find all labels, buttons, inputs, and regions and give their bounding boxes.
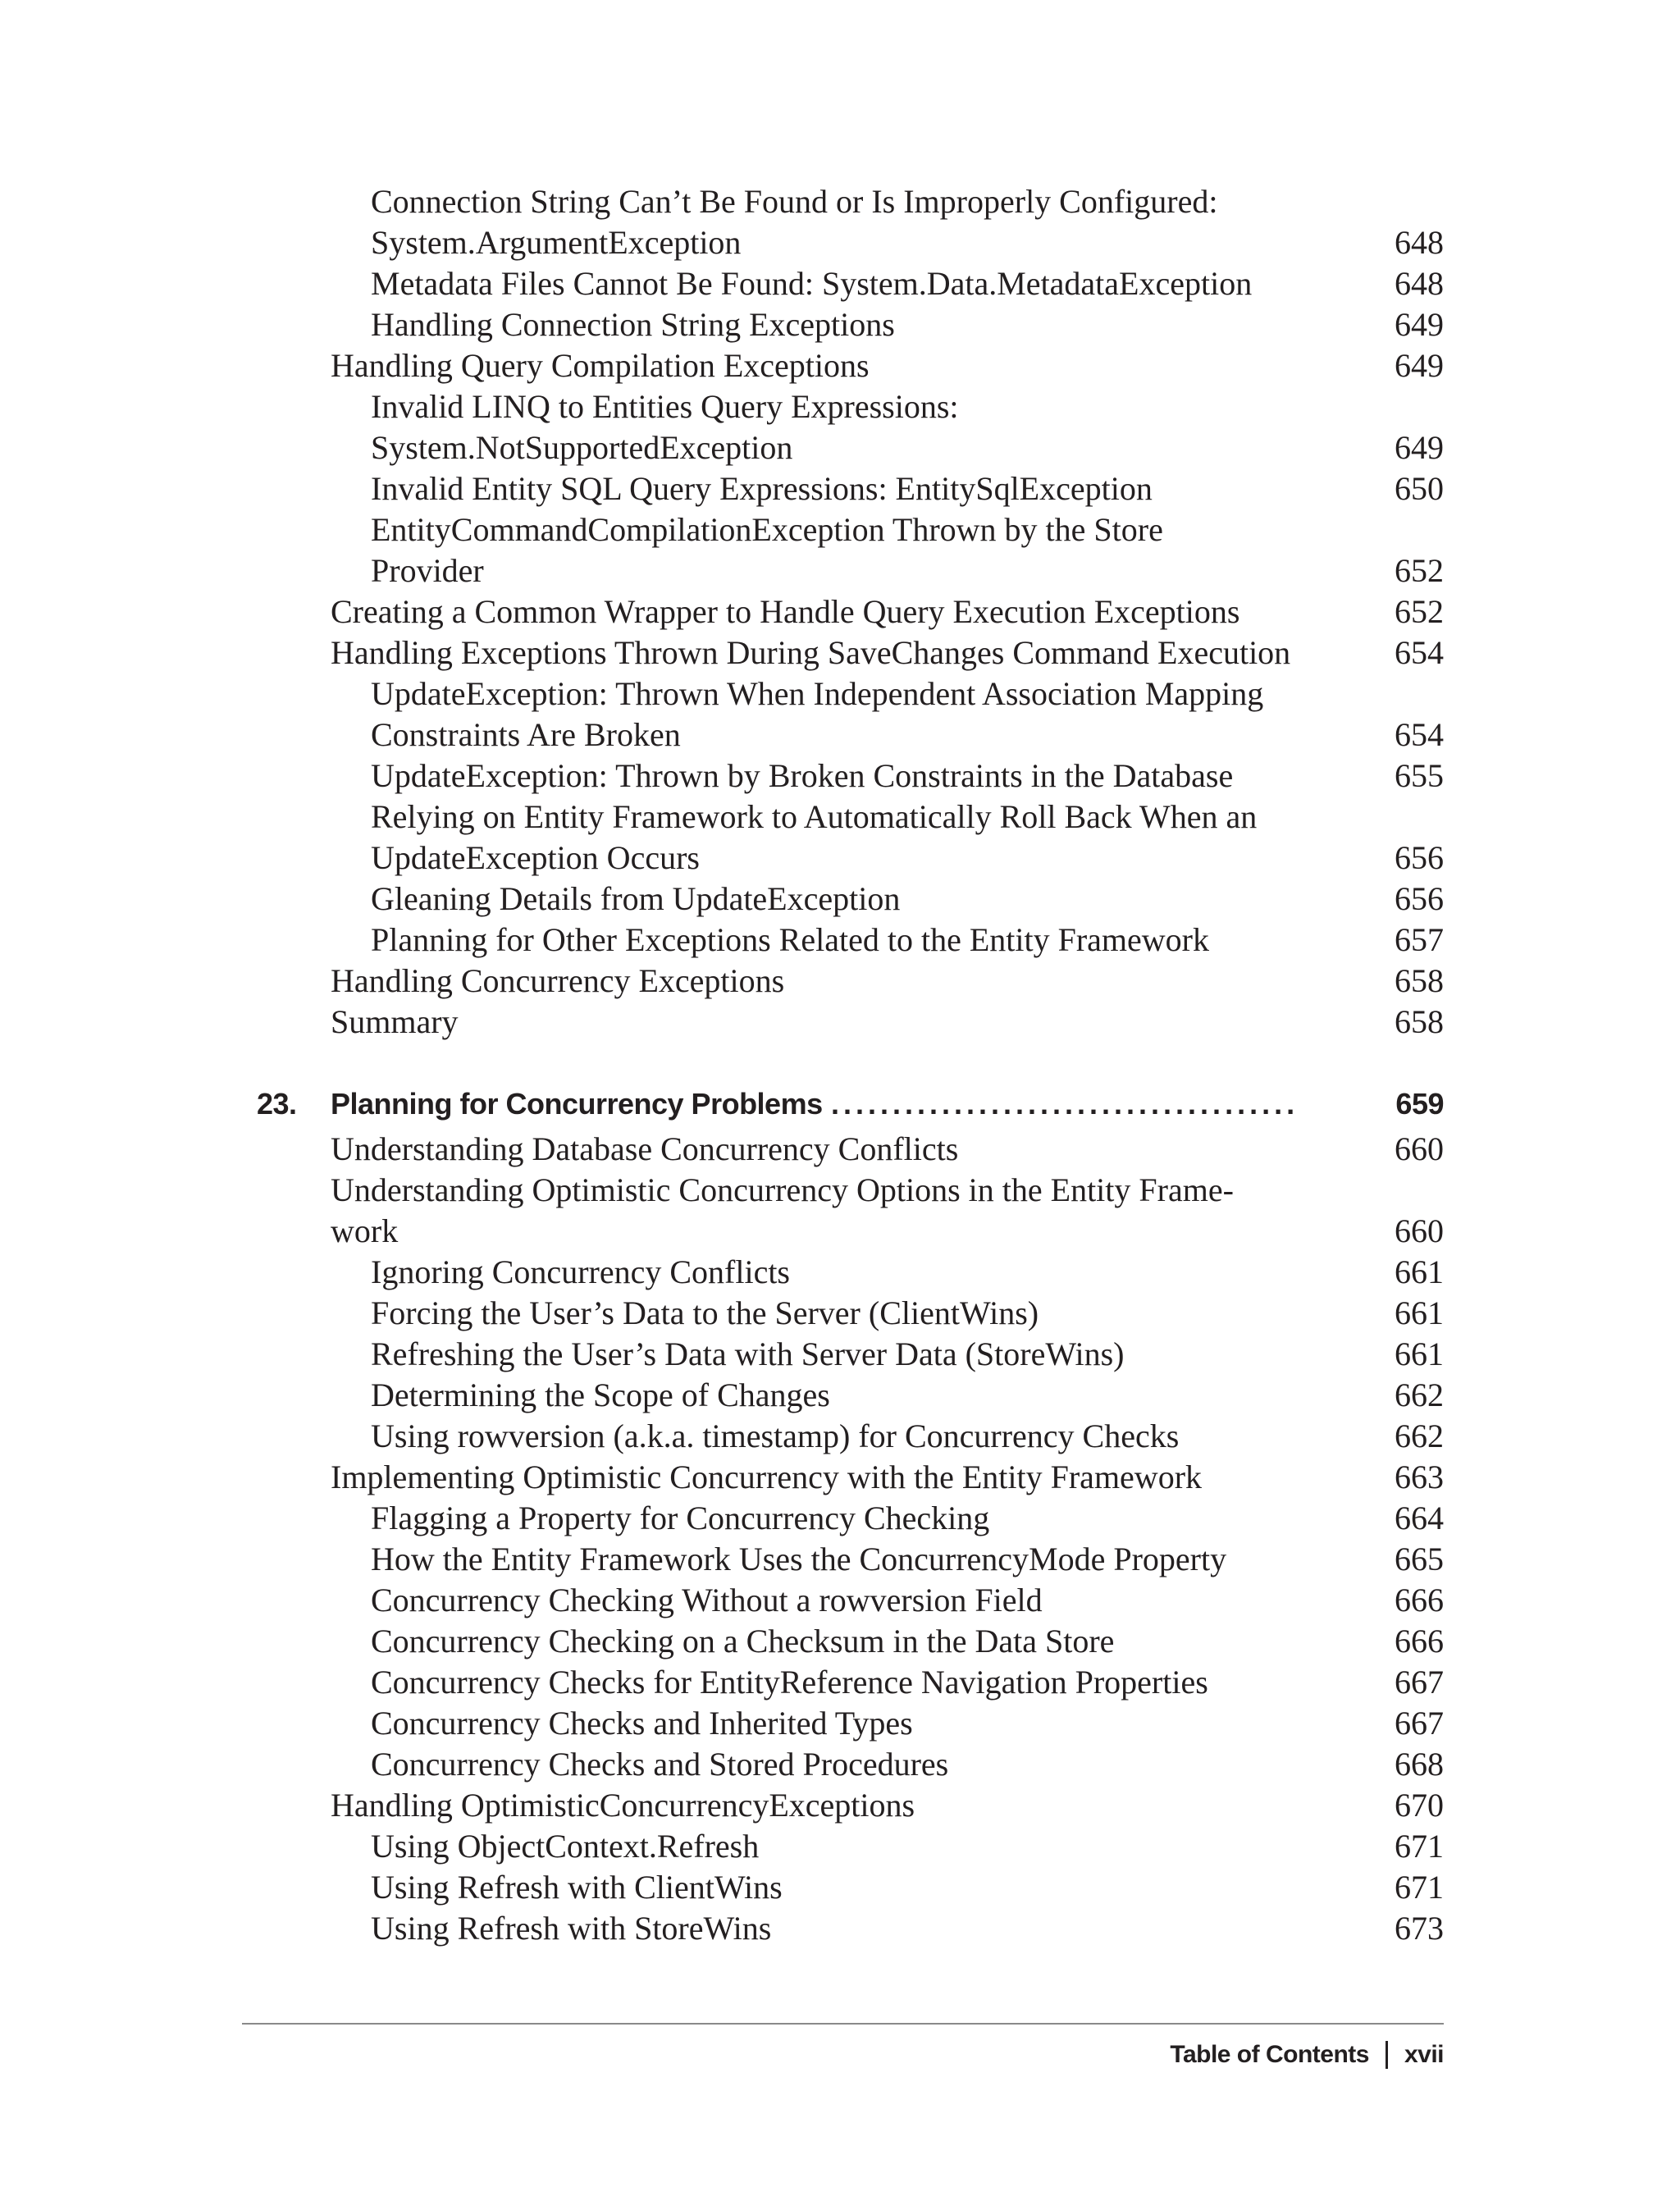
toc-entry bbox=[371, 1744, 1444, 1785]
toc-entry-title: Gleaning Details from UpdateException bbox=[371, 880, 901, 917]
chapter-number: 23. bbox=[257, 1087, 297, 1121]
toc-entry-page: 648 bbox=[1395, 224, 1444, 261]
toc-entry bbox=[371, 1416, 1444, 1457]
toc-entry bbox=[371, 304, 1444, 345]
toc-entry bbox=[331, 1129, 1444, 1170]
toc-entry bbox=[371, 1539, 1444, 1580]
toc-entry bbox=[371, 468, 1444, 509]
toc-entry-title: Concurrency Checks and Inherited Types bbox=[371, 1705, 913, 1742]
toc-entry-page: 652 bbox=[1395, 593, 1444, 630]
toc-entry-page: 660 bbox=[1395, 1130, 1444, 1167]
toc-entry-page: 658 bbox=[1395, 962, 1444, 999]
toc-entry-title: Connection String Can’t Be Found or Is Improperly Configured: bbox=[371, 183, 1218, 220]
toc-entry-page: 654 bbox=[1395, 716, 1444, 753]
toc-entry bbox=[371, 1375, 1444, 1416]
toc-entry-title: Forcing the User’s Data to the Server (ClientWins) bbox=[371, 1294, 1039, 1331]
toc-entry bbox=[331, 1170, 1444, 1211]
toc-entry-title: Using Refresh with StoreWins bbox=[371, 1910, 772, 1947]
toc-entry-page: 658 bbox=[1395, 1003, 1444, 1040]
toc-entry bbox=[331, 961, 1444, 1002]
toc-entry-page: 668 bbox=[1395, 1746, 1444, 1783]
toc-entry bbox=[331, 632, 1444, 673]
toc-entry-title: work bbox=[331, 1212, 399, 1249]
toc-entry-page: 652 bbox=[1395, 552, 1444, 589]
toc-entry-page: 673 bbox=[1395, 1910, 1444, 1947]
toc-entry bbox=[371, 263, 1444, 304]
toc-entry bbox=[371, 181, 1444, 222]
toc-entry-title: System.NotSupportedException bbox=[371, 429, 793, 466]
toc-entry-title: Understanding Optimistic Concurrency Options in the Entity Frame- bbox=[331, 1171, 1234, 1208]
toc-entry-page: 649 bbox=[1395, 347, 1444, 384]
toc-entry bbox=[331, 1785, 1444, 1826]
toc-entry bbox=[371, 1334, 1444, 1375]
toc-entry-page: 667 bbox=[1395, 1664, 1444, 1701]
chapter-page: 659 bbox=[1395, 1087, 1444, 1121]
toc-entry bbox=[371, 222, 1444, 263]
toc-entry-page: 661 bbox=[1395, 1294, 1444, 1331]
toc-entry-page: 666 bbox=[1395, 1582, 1444, 1618]
toc-entry bbox=[371, 1621, 1444, 1662]
toc-entry-title: Determining the Scope of Changes bbox=[371, 1376, 830, 1413]
toc-entry bbox=[371, 756, 1444, 797]
toc-entry-page: 667 bbox=[1395, 1705, 1444, 1742]
toc-entry-title: Provider bbox=[371, 552, 484, 589]
footer-separator bbox=[1386, 2041, 1388, 2069]
toc-entry-title: Handling Exceptions Thrown During SaveChanges Command Execution bbox=[331, 634, 1291, 671]
footer-page-number: xvii bbox=[1404, 2041, 1444, 2068]
footer-divider bbox=[242, 2023, 1444, 2025]
toc-entry-page: 650 bbox=[1395, 470, 1444, 507]
toc-entry bbox=[331, 591, 1444, 632]
toc-entry-title: Handling Connection String Exceptions bbox=[371, 306, 895, 343]
toc-entry-title: Invalid Entity SQL Query Expressions: EntitySqlException bbox=[371, 470, 1153, 507]
toc-entry-page: 654 bbox=[1395, 634, 1444, 671]
toc-entry bbox=[371, 1662, 1444, 1703]
toc-entry-title: Refreshing the User’s Data with Server Data (StoreWins) bbox=[371, 1335, 1125, 1372]
toc-entry-page: 649 bbox=[1395, 306, 1444, 343]
toc-entry-title: System.ArgumentException bbox=[371, 224, 742, 261]
toc-entry bbox=[331, 1002, 1444, 1043]
toc-entry bbox=[371, 879, 1444, 920]
toc-entry-title: Invalid LINQ to Entities Query Expressions: bbox=[371, 388, 959, 425]
toc-entry-page: 665 bbox=[1395, 1541, 1444, 1577]
toc-entry-title: Concurrency Checks for EntityReference Navigation Properties bbox=[371, 1664, 1208, 1701]
toc-entry-title: Implementing Optimistic Concurrency with the Entity Framework bbox=[331, 1459, 1203, 1495]
toc-entry-page: 657 bbox=[1395, 921, 1444, 958]
toc-entry bbox=[371, 1580, 1444, 1621]
toc-entry bbox=[371, 714, 1444, 756]
toc-entry-page: 661 bbox=[1395, 1253, 1444, 1290]
toc-entry bbox=[371, 1252, 1444, 1293]
toc-entry bbox=[371, 797, 1444, 838]
toc-entry bbox=[371, 1703, 1444, 1744]
chapter-heading bbox=[257, 1081, 1444, 1127]
toc-entry-page: 656 bbox=[1395, 880, 1444, 917]
toc-entry-title: Using rowversion (a.k.a. timestamp) for Concurrency Checks bbox=[371, 1418, 1180, 1454]
toc-entry-title: Concurrency Checking Without a rowversion Field bbox=[371, 1582, 1043, 1618]
toc-entry bbox=[371, 1293, 1444, 1334]
toc-entry bbox=[371, 838, 1444, 879]
toc-entry bbox=[371, 427, 1444, 468]
toc-entry-page: 661 bbox=[1395, 1335, 1444, 1372]
chapter-title: Planning for Concurrency Problems bbox=[331, 1087, 823, 1121]
toc-entry-title: Concurrency Checking on a Checksum in the Data Store bbox=[371, 1623, 1115, 1659]
toc-entry bbox=[371, 509, 1444, 550]
toc-entry-page: 670 bbox=[1395, 1787, 1444, 1824]
toc-entry-title: Ignoring Concurrency Conflicts bbox=[371, 1253, 790, 1290]
toc-entry bbox=[371, 1908, 1444, 1949]
toc-entry-title: Metadata Files Cannot Be Found: System.Data.MetadataException bbox=[371, 265, 1253, 302]
toc-entry-page: 671 bbox=[1395, 1828, 1444, 1865]
toc-entry-page: 662 bbox=[1395, 1376, 1444, 1413]
toc-entry-title: Handling Query Compilation Exceptions bbox=[331, 347, 870, 384]
toc-entry bbox=[371, 1826, 1444, 1867]
toc-entry-title: Flagging a Property for Concurrency Checking bbox=[371, 1500, 990, 1536]
toc-entry-page: 660 bbox=[1395, 1212, 1444, 1249]
toc-entry-title: Understanding Database Concurrency Conflicts bbox=[331, 1130, 959, 1167]
toc-entry-title: Planning for Other Exceptions Related to the Entity Framework bbox=[371, 921, 1209, 958]
toc-entry bbox=[371, 920, 1444, 961]
toc-entry-page: 671 bbox=[1395, 1869, 1444, 1906]
toc-entry bbox=[331, 1457, 1444, 1498]
footer-label: Table of Contents bbox=[1170, 2041, 1369, 2068]
toc-entry bbox=[371, 1867, 1444, 1908]
toc-entry-page: 664 bbox=[1395, 1500, 1444, 1536]
toc-entry-title: Constraints Are Broken bbox=[371, 716, 681, 753]
chapter-dot-leader: ...................................... bbox=[831, 1087, 1299, 1121]
toc-entry-page: 656 bbox=[1395, 839, 1444, 876]
toc-entry bbox=[371, 1498, 1444, 1539]
toc-entry-page: 662 bbox=[1395, 1418, 1444, 1454]
toc-entry-title: EntityCommandCompilationException Thrown by the Store bbox=[371, 511, 1163, 548]
toc-entry-page: 648 bbox=[1395, 265, 1444, 302]
toc-entry-page: 655 bbox=[1395, 757, 1444, 794]
toc-entry-title: Concurrency Checks and Stored Procedures bbox=[371, 1746, 949, 1783]
toc-entry bbox=[371, 550, 1444, 591]
page-footer bbox=[1170, 2034, 1444, 2075]
toc-entry-page: 649 bbox=[1395, 429, 1444, 466]
toc-entry-title: Summary bbox=[331, 1003, 459, 1040]
toc-entry-title: Using ObjectContext.Refresh bbox=[371, 1828, 760, 1865]
toc-entry-title: Handling Concurrency Exceptions bbox=[331, 962, 785, 999]
toc-entry bbox=[371, 673, 1444, 714]
toc-entry bbox=[331, 345, 1444, 386]
toc-entry-title: UpdateException: Thrown by Broken Constraints in the Database bbox=[371, 757, 1234, 794]
toc-entry-title: Handling OptimisticConcurrencyExceptions bbox=[331, 1787, 915, 1824]
toc-entry-title: Relying on Entity Framework to Automatically Roll Back When an bbox=[371, 798, 1258, 835]
toc-entry-title: Creating a Common Wrapper to Handle Query Execution Exceptions bbox=[331, 593, 1240, 630]
toc-entry-page: 663 bbox=[1395, 1459, 1444, 1495]
toc-entry bbox=[331, 1211, 1444, 1252]
toc-entry bbox=[371, 386, 1444, 427]
toc-entry-title: How the Entity Framework Uses the ConcurrencyMode Property bbox=[371, 1541, 1227, 1577]
toc-entry-title: UpdateException: Thrown When Independent Association Mapping bbox=[371, 675, 1264, 712]
toc-entry-page: 666 bbox=[1395, 1623, 1444, 1659]
toc-entry-title: UpdateException Occurs bbox=[371, 839, 700, 876]
toc-entry-title: Using Refresh with ClientWins bbox=[371, 1869, 783, 1906]
